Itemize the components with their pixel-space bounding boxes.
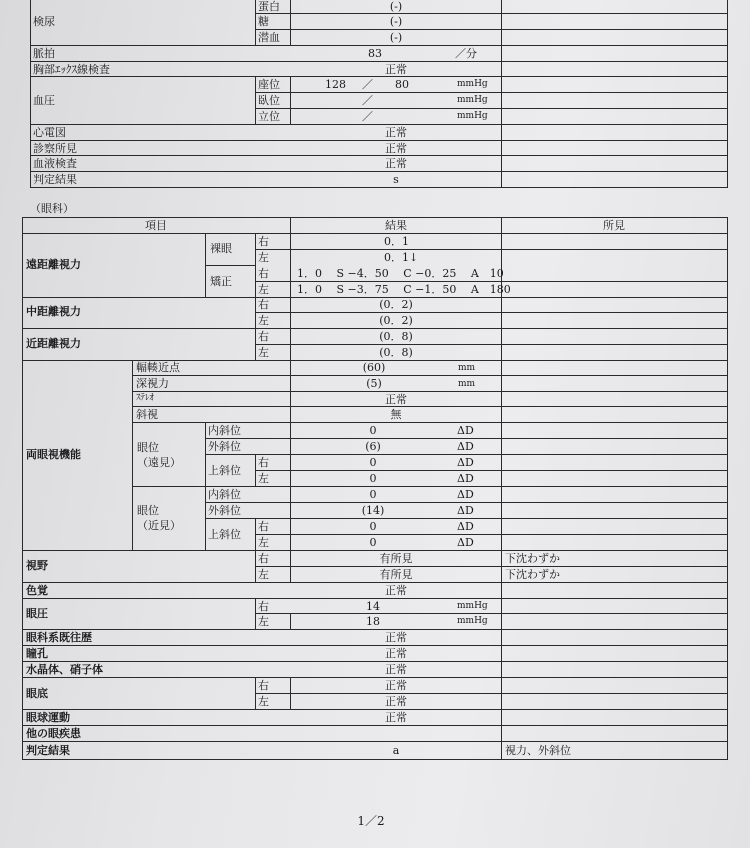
top-judgment-label: 判定結果 <box>33 173 77 186</box>
history-label: 眼科系既往歴 <box>26 631 92 644</box>
pupil-label: 瞳孔 <box>26 647 48 660</box>
near-exo-unit: ΔD <box>457 504 474 517</box>
bp-standing-sep: ／ <box>362 110 373 123</box>
corr-right-value: 1．0 S −4．50 C −0．25 A 10 <box>297 267 504 280</box>
stereo-test-label: ｽﾃﾚｵ <box>136 393 155 403</box>
near-hyper-right-value: 0 <box>369 520 377 533</box>
strabismus-label: 斜視 <box>136 408 158 421</box>
header-result: 結果 <box>385 219 407 232</box>
naked-left-value: 0．1↓ <box>384 251 419 264</box>
fundus-left-label: 左 <box>258 695 269 708</box>
vf-left-finding: 下沈わずか <box>505 568 560 581</box>
far-hyper-left-value: 0 <box>369 472 377 485</box>
header-findings: 所見 <box>603 219 625 232</box>
sugar-value: (-) <box>389 15 403 28</box>
sugar-label: 糖 <box>258 15 269 28</box>
vf-right-label: 右 <box>258 552 269 565</box>
iop-label: 眼圧 <box>26 607 48 620</box>
visual-field-label: 視野 <box>26 559 48 572</box>
iop-right-label: 右 <box>258 600 269 613</box>
far-exo-unit: ΔD <box>457 440 474 453</box>
ecg-value: 正常 <box>385 126 407 139</box>
blood-pressure-label: 血圧 <box>33 94 55 107</box>
blood-test-value: 正常 <box>385 157 407 170</box>
color-vision-label: 色覚 <box>26 584 48 597</box>
depth-perception-unit: mm <box>458 379 476 389</box>
urine-label: 検尿 <box>33 15 55 28</box>
iop-right-unit: mmHg <box>457 601 488 611</box>
corr-left-value: 1．0 S −3．75 C −1．50 A 180 <box>297 283 511 296</box>
exam-findings-label: 診察所見 <box>33 142 77 155</box>
other-disease-label: 他の眼疾患 <box>26 727 81 740</box>
eye-judgment-value: a <box>392 744 400 757</box>
history-value: 正常 <box>385 631 407 644</box>
near-position-label: 眼位 <box>137 504 159 517</box>
strabismus-value: 無 <box>390 408 402 421</box>
far-hyper-left-label: 左 <box>258 472 269 485</box>
protein-value: (-) <box>389 0 403 13</box>
fundus-right-value: 正常 <box>385 679 407 692</box>
exam-findings-value: 正常 <box>385 142 407 155</box>
chest-xray-label: 胸部ｴｯｸｽ線検査 <box>33 63 110 76</box>
naked-eye-label: 裸眼 <box>210 242 232 255</box>
bp-standing-label: 立位 <box>258 110 280 123</box>
page-number: 1／2 <box>357 814 385 828</box>
pulse-unit: ／分 <box>455 47 477 60</box>
near-eso-unit: ΔD <box>457 488 474 501</box>
near-hyper-left-unit: ΔD <box>457 536 474 549</box>
near-hyper-label: 上斜位 <box>208 528 241 541</box>
color-vision-value: 正常 <box>385 584 407 597</box>
naked-right-value: 0．1 <box>384 235 409 248</box>
occult-blood-value: (-) <box>389 31 403 44</box>
chest-xray-value: 正常 <box>385 63 407 76</box>
convergence-unit: mm <box>458 363 476 373</box>
binocular-label: 両眼視機能 <box>26 448 81 461</box>
fundus-right-label: 右 <box>258 679 269 692</box>
mid-left-value: (0．2) <box>379 314 413 327</box>
bp-supine-sep: ／ <box>362 94 373 107</box>
near-exo-value: (14) <box>361 504 385 517</box>
far-hyper-right-value: 0 <box>369 456 377 469</box>
convergence-label: 輻輳近点 <box>136 361 180 374</box>
header-item: 項目 <box>145 219 167 232</box>
far-hyper-right-label: 右 <box>258 456 269 469</box>
iop-left-label: 左 <box>258 615 269 628</box>
depth-perception-label: 深視力 <box>136 377 169 390</box>
near-hyper-right-unit: ΔD <box>457 520 474 533</box>
far-eso-value: 0 <box>369 424 377 437</box>
far-eso-label: 内斜位 <box>208 424 241 437</box>
mid-right-value: (0．2) <box>379 298 413 311</box>
near-hyper-right-label: 右 <box>258 520 269 533</box>
near-hyper-left-label: 左 <box>258 536 269 549</box>
lens-label: 水晶体、硝子体 <box>26 663 103 676</box>
eye-movement-value: 正常 <box>385 711 407 724</box>
bp-sitting-label: 座位 <box>258 78 280 91</box>
depth-perception-value: (5) <box>366 377 382 390</box>
eye-movement-label: 眼球運動 <box>26 711 70 724</box>
near-exo-label: 外斜位 <box>208 504 241 517</box>
corr-right-label: 右 <box>258 267 269 280</box>
vf-right-value: 有所見 <box>379 552 413 565</box>
top-judgment-value: s <box>393 173 399 186</box>
near-left-label: 左 <box>258 346 269 359</box>
near-left-value: (0．8) <box>379 346 413 359</box>
bp-standing-unit: mmHg <box>457 111 488 121</box>
far-eso-unit: ΔD <box>457 424 474 437</box>
bp-sitting-unit: mmHg <box>457 79 488 89</box>
pulse-label: 脈拍 <box>33 47 55 60</box>
mid-left-label: 左 <box>258 314 269 327</box>
iop-left-unit: mmHg <box>457 616 488 626</box>
near-right-value: (0．8) <box>379 330 413 343</box>
far-exo-value: (6) <box>365 440 381 453</box>
eye-judgment-finding: 視力、外斜位 <box>505 744 571 757</box>
far-position-sub: （遠見） <box>137 456 181 469</box>
mid-right-label: 右 <box>258 298 269 311</box>
vf-left-value: 有所見 <box>379 568 413 581</box>
far-position-label: 眼位 <box>137 441 159 454</box>
near-eso-value: 0 <box>369 488 377 501</box>
near-position-sub: （近見） <box>137 519 181 532</box>
vf-left-label: 左 <box>258 568 269 581</box>
ecg-label: 心電図 <box>33 126 66 139</box>
naked-right-label: 右 <box>258 235 269 248</box>
lens-value: 正常 <box>385 663 407 676</box>
occult-blood-label: 潜血 <box>258 31 280 44</box>
mid-va-label: 中距離視力 <box>26 305 81 318</box>
bp-sitting-sep: ／ <box>362 78 373 91</box>
near-hyper-left-value: 0 <box>369 536 377 549</box>
pupil-value: 正常 <box>385 647 407 660</box>
naked-left-label: 左 <box>258 251 269 264</box>
fundus-left-value: 正常 <box>385 695 407 708</box>
near-right-label: 右 <box>258 330 269 343</box>
near-va-label: 近距離視力 <box>26 337 81 350</box>
eye-section-title: （眼科） <box>30 202 74 215</box>
corr-left-label: 左 <box>258 283 269 296</box>
far-hyper-right-unit: ΔD <box>457 456 474 469</box>
bp-supine-label: 臥位 <box>258 94 280 107</box>
vf-right-finding: 下沈わずか <box>505 552 560 565</box>
stereo-test-value: 正常 <box>385 393 407 406</box>
convergence-value: (60) <box>362 361 386 374</box>
far-exo-label: 外斜位 <box>208 440 241 453</box>
eye-judgment-label: 判定結果 <box>26 744 70 757</box>
fundus-label: 眼底 <box>26 687 48 700</box>
protein-label: 蛋白 <box>258 0 280 13</box>
far-hyper-label: 上斜位 <box>208 464 241 477</box>
pulse-value: 83 <box>368 47 382 60</box>
blood-test-label: 血液検査 <box>33 157 77 170</box>
iop-left-value: 18 <box>366 615 380 628</box>
distance-va-label: 遠距離視力 <box>26 258 81 271</box>
iop-right-value: 14 <box>366 600 380 613</box>
bp-supine-unit: mmHg <box>457 95 488 105</box>
bp-sitting-systolic: 128 <box>325 78 346 91</box>
near-eso-label: 内斜位 <box>208 488 241 501</box>
corrected-label: 矯正 <box>210 275 232 288</box>
bp-sitting-diastolic: 80 <box>395 78 409 91</box>
far-hyper-left-unit: ΔD <box>457 472 474 485</box>
